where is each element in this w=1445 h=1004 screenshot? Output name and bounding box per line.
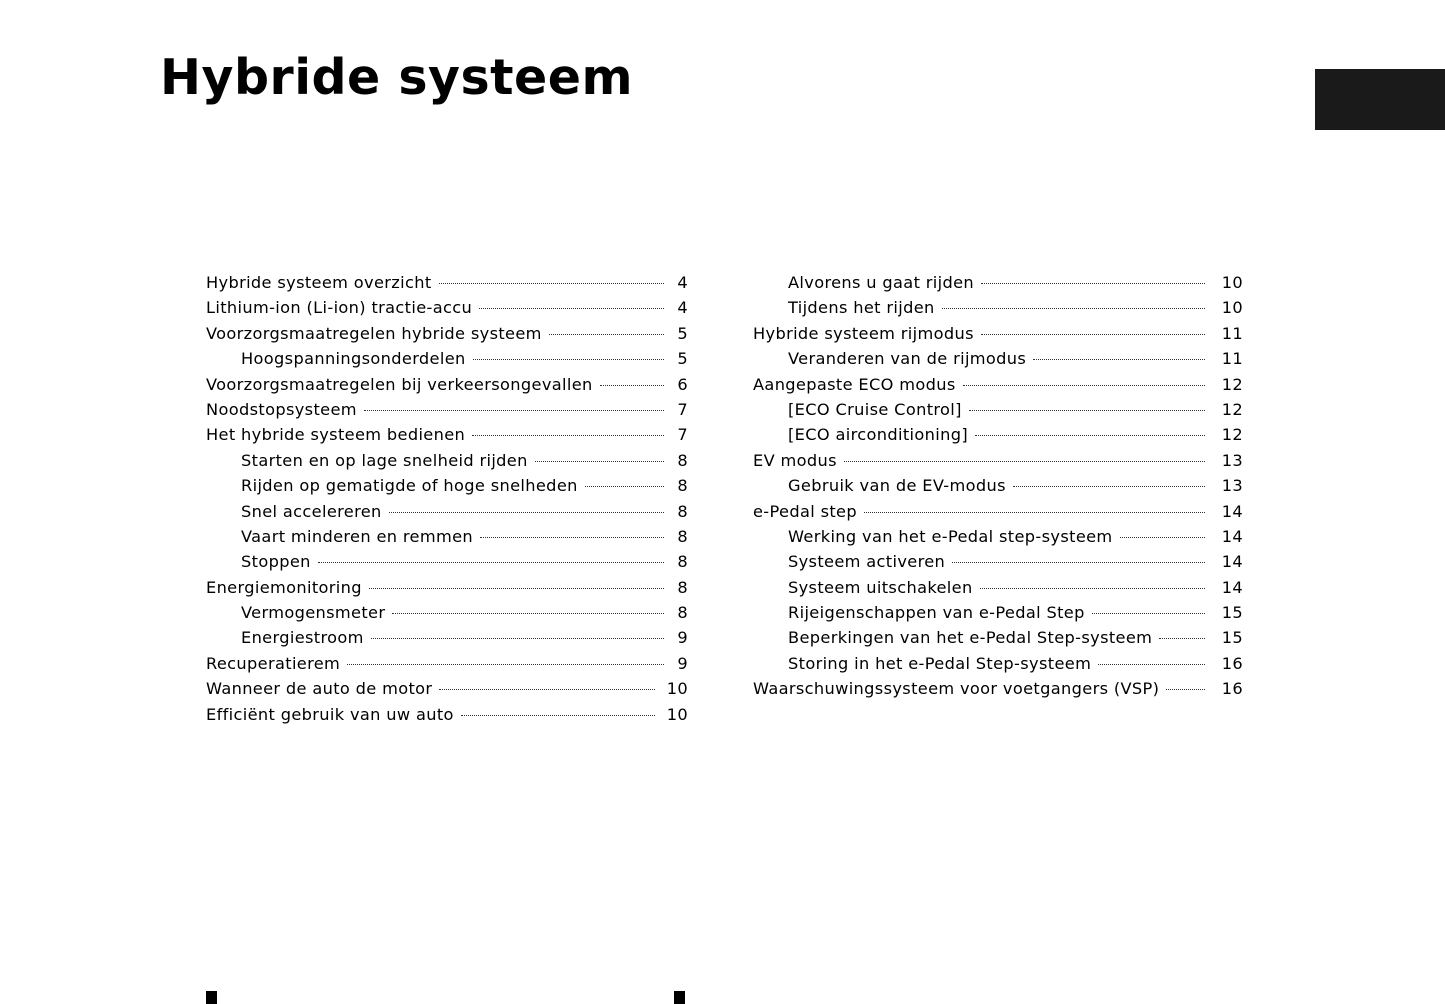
toc-entry-title: Alvorens u gaat rijden: [788, 273, 975, 292]
toc-entry-page: 4: [677, 273, 688, 292]
toc-entry-title: Recuperatierem: [206, 653, 341, 673]
toc-dot-leader: [439, 689, 654, 690]
toc-entry-title: Vermogensmeter: [241, 603, 386, 623]
toc-entry[interactable]: [206, 448, 688, 473]
toc-entry-title: Rijden op gematigde of hoge snelheden: [241, 476, 578, 496]
toc-entry-page: 16: [1221, 653, 1243, 673]
toc-dot-leader: [472, 435, 664, 436]
toc-dot-leader: [318, 562, 664, 563]
toc-entry[interactable]: [206, 397, 688, 422]
toc-dot-leader: [980, 588, 1205, 589]
toc-dot-leader: [392, 613, 664, 614]
toc-entry[interactable]: [753, 651, 1243, 676]
toc-entry-title: Rijeigenschappen van e-Pedal Step: [788, 603, 1085, 623]
toc-entry[interactable]: [206, 549, 688, 574]
toc-dot-leader: [585, 486, 664, 487]
toc-dot-leader: [1098, 664, 1205, 665]
toc-dot-leader: [1120, 537, 1205, 538]
toc-entry-page: 7: [677, 399, 688, 419]
toc-entry-page: 10: [666, 704, 688, 724]
toc-entry-page: 8: [677, 552, 688, 572]
toc-entry-page: 8: [677, 450, 688, 470]
toc-entry-page: 11: [1221, 349, 1243, 369]
toc-entry-title: Wanneer de auto de motor: [206, 679, 433, 699]
toc-dot-leader: [473, 359, 664, 360]
toc-entry-title: Veranderen van de rijmodus: [788, 349, 1027, 369]
toc-right-column: [753, 270, 1243, 702]
toc-entry[interactable]: [753, 575, 1243, 600]
toc-entry[interactable]: [753, 676, 1243, 701]
toc-left-column: [206, 270, 688, 727]
toc-dot-leader: [1033, 359, 1205, 360]
toc-entry-page: 5: [677, 323, 688, 343]
toc-entry-page: 10: [1221, 273, 1243, 292]
toc-entry[interactable]: [206, 473, 688, 498]
toc-entry-title: Beperkingen van het e-Pedal Step-systeem: [788, 628, 1153, 648]
toc-entry-page: 15: [1221, 603, 1243, 623]
toc-entry-title: Efficiënt gebruik van uw auto: [206, 704, 454, 724]
toc-dot-leader: [369, 588, 664, 589]
toc-entry-page: 10: [1221, 298, 1243, 318]
toc-entry-page: 13: [1221, 476, 1243, 496]
toc-entry[interactable]: [206, 270, 688, 295]
toc-entry-page: 10: [666, 679, 688, 699]
toc-entry-page: 12: [1221, 399, 1243, 419]
toc-entry-title: Hoogspanningsonderdelen: [241, 349, 466, 369]
toc-entry[interactable]: [753, 448, 1243, 473]
toc-entry-page: 13: [1221, 450, 1243, 470]
toc-dot-leader: [963, 385, 1205, 386]
toc-entry-page: 12: [1221, 374, 1243, 394]
toc-entry[interactable]: [206, 676, 688, 701]
toc-entry-page: 8: [677, 501, 688, 521]
toc-entry-page: 12: [1221, 425, 1243, 445]
toc-entry[interactable]: [753, 473, 1243, 498]
toc-dot-leader: [864, 512, 1205, 513]
toc-dot-leader: [1013, 486, 1205, 487]
toc-entry-title: Hybride systeem overzicht: [206, 273, 432, 292]
toc-entry-page: 11: [1221, 323, 1243, 343]
toc-entry[interactable]: [753, 600, 1243, 625]
toc-entry-title: Aangepaste ECO modus: [753, 374, 956, 394]
toc-dot-leader: [347, 664, 664, 665]
chapter-tab: [1315, 69, 1445, 130]
toc-entry-page: 4: [677, 298, 688, 318]
toc-entry-title: e-Pedal step: [753, 501, 857, 521]
toc-entry-title: Vaart minderen en remmen: [241, 526, 474, 546]
toc-dot-leader: [549, 334, 664, 335]
toc-dot-leader: [1166, 689, 1205, 690]
toc-entry-title: Snel accelereren: [241, 501, 382, 521]
toc-entry-title: Voorzorgsmaatregelen hybride systeem: [206, 323, 542, 343]
toc-entry-title: Systeem uitschakelen: [788, 577, 973, 597]
toc-entry-title: Gebruik van de EV-modus: [788, 476, 1006, 496]
toc-entry[interactable]: [753, 270, 1243, 295]
toc-dot-leader: [1159, 638, 1205, 639]
toc-entry-title: Energiemonitoring: [206, 577, 362, 597]
toc-entry-page: 5: [677, 349, 688, 369]
toc-entry-title: Voorzorgsmaatregelen bij verkeersongevallen: [206, 374, 593, 394]
toc-dot-leader: [981, 334, 1205, 335]
toc-entry-title: EV modus: [753, 450, 837, 470]
toc-entry-title: Storing in het e-Pedal Step-systeem: [788, 653, 1092, 673]
toc-entry-title: Werking van het e-Pedal step-systeem: [788, 526, 1113, 546]
toc-dot-leader: [942, 308, 1205, 309]
toc-entry[interactable]: [753, 422, 1243, 447]
toc-dot-leader: [981, 283, 1205, 284]
toc-entry-title: Starten en op lage snelheid rijden: [241, 450, 528, 470]
crop-mark-left: [206, 991, 217, 1004]
toc-entry-title: Energiestroom: [241, 628, 364, 648]
toc-entry-page: 14: [1221, 501, 1243, 521]
toc-entry[interactable]: [206, 372, 688, 397]
toc-dot-leader: [364, 410, 664, 411]
toc-dot-leader: [389, 512, 664, 513]
toc-entry-title: Systeem activeren: [788, 552, 946, 572]
toc-entry-title: Tijdens het rijden: [788, 298, 935, 318]
toc-dot-leader: [479, 308, 664, 309]
toc-entry-page: 8: [677, 603, 688, 623]
page-title: Hybride systeem: [160, 49, 634, 106]
toc-entry-page: 8: [677, 577, 688, 597]
toc-entry[interactable]: [753, 549, 1243, 574]
toc-dot-leader: [600, 385, 664, 386]
toc-entry-page: 14: [1221, 577, 1243, 597]
toc-entry[interactable]: [206, 524, 688, 549]
toc-dot-leader: [952, 562, 1205, 563]
toc-entry[interactable]: [206, 702, 688, 727]
toc-entry-page: 9: [677, 653, 688, 673]
toc-entry[interactable]: [753, 499, 1243, 524]
toc-entry-title: [ECO Cruise Control]: [788, 399, 962, 419]
toc-entry[interactable]: [753, 625, 1243, 650]
toc-entry[interactable]: [206, 321, 688, 346]
toc-entry[interactable]: [753, 346, 1243, 371]
toc-dot-leader: [439, 283, 664, 284]
toc-entry-title: [ECO airconditioning]: [788, 425, 968, 445]
toc-dot-leader: [535, 461, 664, 462]
toc-dot-leader: [371, 638, 664, 639]
toc-entry-page: 14: [1221, 526, 1243, 546]
toc-entry-page: 7: [677, 425, 688, 445]
toc-dot-leader: [969, 410, 1205, 411]
toc-entry[interactable]: [206, 499, 688, 524]
toc-entry-page: 8: [677, 476, 688, 496]
toc-entry-page: 9: [677, 628, 688, 648]
toc-dot-leader: [975, 435, 1205, 436]
toc-entry-page: 14: [1221, 552, 1243, 572]
toc-entry-page: 15: [1221, 628, 1243, 648]
toc-dot-leader: [480, 537, 664, 538]
toc-entry-title: Waarschuwingssysteem voor voetgangers (VSP): [753, 679, 1160, 699]
toc-entry-page: 8: [677, 526, 688, 546]
toc-entry[interactable]: [206, 346, 688, 371]
toc-entry[interactable]: [206, 575, 688, 600]
toc-entry[interactable]: [753, 321, 1243, 346]
toc-entry[interactable]: [206, 625, 688, 650]
toc-dot-leader: [1092, 613, 1205, 614]
toc-entry-title: Hybride systeem rijmodus: [753, 323, 974, 343]
toc-entry-title: Lithium-ion (Li-ion) tractie-accu: [206, 298, 473, 318]
toc-entry-page: 16: [1221, 679, 1243, 699]
toc-entry-page: 6: [677, 374, 688, 394]
toc-entry-title: Noodstopsysteem: [206, 399, 357, 419]
toc-entry-title: Het hybride systeem bedienen: [206, 425, 466, 445]
toc-dot-leader: [844, 461, 1205, 462]
toc-entry[interactable]: [753, 524, 1243, 549]
toc-entry[interactable]: [206, 295, 688, 320]
toc-entry[interactable]: [206, 600, 688, 625]
toc-entry[interactable]: [206, 422, 688, 447]
toc-dot-leader: [461, 715, 655, 716]
crop-mark-right: [674, 991, 685, 1004]
toc-entry-title: Stoppen: [241, 552, 311, 572]
toc-entry[interactable]: [206, 651, 688, 676]
toc-entry[interactable]: [753, 397, 1243, 422]
toc-entry[interactable]: [753, 295, 1243, 320]
toc-entry[interactable]: [753, 372, 1243, 397]
